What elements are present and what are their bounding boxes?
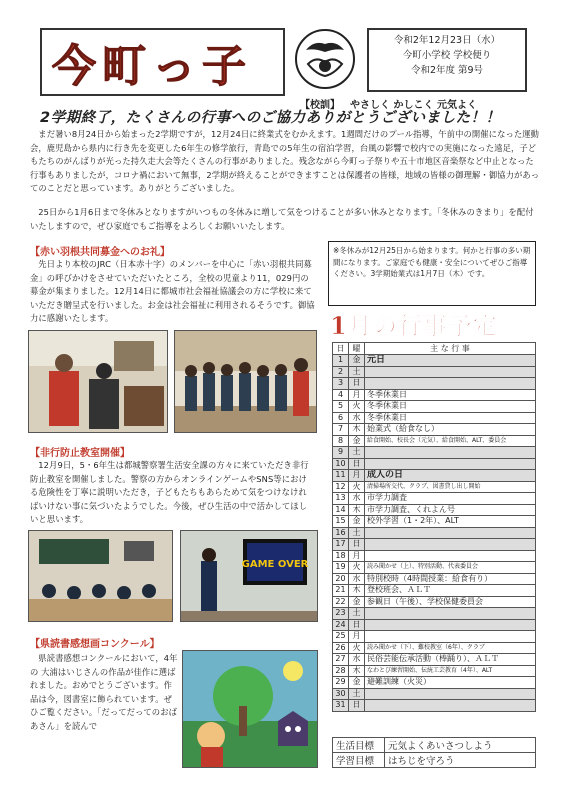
schedule-weekday: 月 — [349, 550, 365, 562]
intro-paragraph-1: まだ暑い8月24日から始まった2学期ですが，12月24日に終業式をむかえます。1週間だけのプール指導，午前中の開催になった運動会，鹿児島から県内に行き先を変更した6年生の修学旅行，青島での5年生の宿泊学習，台風の影響で校内での実施になった遠足，子どもたちのがんばりが光った持久走大会等たくさんの行事がありました。残念ながら今町っ子祭りや五十市地区音楽祭など中止となった行事もありましたが，コロナ禍において無事，2学期が終えることができますことは保護者の皆様，地域の皆様の御理解・御協力があってのことだと思っています。ありがとうございました。 — [30, 129, 540, 193]
schedule-weekday: 火 — [349, 401, 365, 413]
goal-row — [333, 753, 536, 768]
schedule-row — [333, 688, 536, 700]
newsletter-title: 今町っ子 — [52, 41, 252, 92]
schedule-day: 8 — [333, 435, 349, 447]
schedule-day: 4 — [333, 389, 349, 401]
schedule-row — [333, 654, 536, 666]
schedule-day: 17 — [333, 539, 349, 551]
schedule-row — [333, 562, 536, 574]
schedule-weekday: 水 — [349, 573, 365, 585]
schedule-event: 校外学習（1・2年）、ALT — [365, 516, 536, 528]
schedule-day: 31 — [333, 700, 349, 712]
schedule-day: 7 — [333, 424, 349, 436]
section-title-art-contest: 【県読書感想画コンクール】 — [30, 639, 160, 650]
schedule-event: 避難訓練（火災） — [365, 677, 536, 689]
schedule-day: 30 — [333, 688, 349, 700]
schedule-day: 6 — [333, 412, 349, 424]
schedule-weekday: 土 — [349, 527, 365, 539]
schedule-day: 29 — [333, 677, 349, 689]
schedule-day: 12 — [333, 481, 349, 493]
photo-classroom-lecture — [28, 530, 173, 622]
schedule-day: 13 — [333, 493, 349, 505]
schedule-weekday: 木 — [349, 424, 365, 436]
schedule-row — [333, 677, 536, 689]
schedule-row — [333, 619, 536, 631]
schedule-event: 成人の日 — [365, 470, 536, 482]
schedule-event — [365, 458, 536, 470]
schedule-day: 3 — [333, 378, 349, 390]
schedule-day: 2 — [333, 366, 349, 378]
schedule-weekday: 水 — [349, 654, 365, 666]
schedule-day: 25 — [333, 631, 349, 643]
schedule-weekday: 水 — [349, 493, 365, 505]
schedule-event: 民俗芸能伝承活動（棒踊り）、ＡＬＴ — [365, 654, 536, 666]
section-body-donation: 先日より本校のJRC（日本赤十字）のメンバーを中心に「赤い羽根共同募金」の呼びかけをさせていただいたところ，全校の児童より11，029円の募金が集まりました。12月14日に都城市社会福祉協議会の方に学校に来ていただき贈呈式を行いました。お金は社会福祉に利用されるそうです。御協力に感謝いたします。 — [30, 259, 315, 323]
schedule-weekday: 金 — [349, 677, 365, 689]
schedule-event: 清掃場所交代、クラブ、図書貸し出し開始 — [365, 481, 536, 493]
schedule-day: 14 — [333, 504, 349, 516]
schedule-row — [333, 435, 536, 447]
photo-award-painting — [182, 650, 318, 768]
schedule-day: 20 — [333, 573, 349, 585]
schedule-weekday: 土 — [349, 447, 365, 459]
january-schedule-table — [332, 342, 536, 712]
schedule-day: 27 — [333, 654, 349, 666]
schedule-day: 19 — [333, 562, 349, 574]
schedule-weekday: 土 — [349, 608, 365, 620]
photo-game-over-screen — [180, 530, 318, 622]
schedule-row — [333, 458, 536, 470]
schedule-weekday: 木 — [349, 504, 365, 516]
schedule-weekday: 金 — [349, 596, 365, 608]
goal-value: はちじを守ろう — [385, 753, 536, 768]
schedule-event: 冬季休業日 — [365, 412, 536, 424]
schedule-weekday: 金 — [349, 355, 365, 367]
schedule-row — [333, 481, 536, 493]
schedule-weekday: 月 — [349, 389, 365, 401]
schedule-weekday: 木 — [349, 665, 365, 677]
schedule-row — [333, 642, 536, 654]
schedule-row — [333, 412, 536, 424]
schedule-row — [333, 389, 536, 401]
schedule-event: 市学力調査、くれよん号 — [365, 504, 536, 516]
photo-donation-ceremony-2 — [174, 330, 317, 433]
schedule-weekday: 水 — [349, 412, 365, 424]
schedule-event: 特別校時（4時間授業：給食有り） — [365, 573, 536, 585]
schedule-row — [333, 401, 536, 413]
schedule-event — [365, 700, 536, 712]
schedule-day: 28 — [333, 665, 349, 677]
schedule-event: 市学力調査 — [365, 493, 536, 505]
schedule-event — [365, 608, 536, 620]
schedule-row — [333, 631, 536, 643]
schedule-event — [365, 366, 536, 378]
schedule-day: 15 — [333, 516, 349, 528]
game-over-text: GAME OVER — [241, 559, 309, 570]
schedule-weekday: 日 — [349, 619, 365, 631]
schedule-row — [333, 573, 536, 585]
schedule-event: なわとび練習開始、伝統工芸教育（4年）、ALT — [365, 665, 536, 677]
schedule-weekday: 月 — [349, 631, 365, 643]
intro-paragraph-2: 25日から1月6日まで冬休みとなりますがいつもの冬休みに増して気をつけることが多い休みとなります。「冬休みのきまり」を配付いたしますので，ぜひ家庭でもご指導をよろしくお願いいたします。 — [30, 207, 534, 231]
schedule-row — [333, 585, 536, 597]
schedule-row — [333, 504, 536, 516]
main-headline: 2学期終了，たくさんの行事へのご協力ありがとうございました！！ — [40, 110, 501, 126]
goal-label: 生活目標 — [333, 738, 385, 753]
schedule-row — [333, 447, 536, 459]
schedule-weekday: 日 — [349, 539, 365, 551]
issue-date: 令和2年12月23日（水） — [393, 35, 501, 46]
schedule-row — [333, 539, 536, 551]
schedule-event — [365, 688, 536, 700]
schedule-event — [365, 619, 536, 631]
motto-text: やさしく かしこく 元気よく — [350, 100, 477, 111]
section-body-art-contest: 県読書感想コンクールにおいて，4年の 大浦はいじさんの作品が佳作に選ばれました。おめでとうございます。作品は今，図書室に飾られています。ぜひご覧ください。「だってだってのおばあさん」を読んで — [30, 653, 178, 731]
schedule-event — [365, 447, 536, 459]
schedule-row — [333, 527, 536, 539]
col-header-day: 日 — [333, 343, 349, 355]
schedule-row — [333, 366, 536, 378]
schedule-day: 23 — [333, 608, 349, 620]
schedule-row — [333, 378, 536, 390]
schedule-day: 26 — [333, 642, 349, 654]
schedule-weekday: 火 — [349, 481, 365, 493]
issue-school: 今町小学校 学校便り — [402, 50, 492, 61]
col-header-weekday: 曜 — [349, 343, 365, 355]
schedule-weekday: 土 — [349, 688, 365, 700]
photo-donation-ceremony-1 — [28, 330, 168, 433]
schedule-weekday: 火 — [349, 642, 365, 654]
schedule-weekday: 金 — [349, 516, 365, 528]
issue-number: 令和2年度 第9号 — [410, 65, 484, 76]
schedule-event: 読み聞かせ（下）、難校教室（6年）、クラブ — [365, 642, 536, 654]
schedule-event — [365, 539, 536, 551]
monthly-goals-table — [332, 737, 536, 768]
schedule-day: 11 — [333, 470, 349, 482]
schedule-event: 読み聞かせ（上）、特別活動、代表委員会 — [365, 562, 536, 574]
schedule-row — [333, 596, 536, 608]
schedule-weekday: 日 — [349, 700, 365, 712]
schedule-row — [333, 665, 536, 677]
schedule-event — [365, 527, 536, 539]
schedule-row — [333, 355, 536, 367]
schedule-day: 1 — [333, 355, 349, 367]
schedule-event — [365, 631, 536, 643]
schedule-event: 登校班会、ＡＬＴ — [365, 585, 536, 597]
schedule-event: 参観日（午後）、学校保健委員会 — [365, 596, 536, 608]
goal-row — [333, 738, 536, 753]
goal-value: 元気よくあいさつしよう — [385, 738, 536, 753]
schedule-event — [365, 378, 536, 390]
schedule-event: 冬季休業日 — [365, 401, 536, 413]
schedule-row — [333, 550, 536, 562]
schedule-day: 21 — [333, 585, 349, 597]
col-header-event: 主 な 行 事 — [365, 343, 536, 355]
schedule-weekday: 月 — [349, 470, 365, 482]
section-body-delinquency: 12月9日，5・6年生は都城警察署生活安全課の方々に来ていただき非行防止教室を開催しました。警察の方からオンラインゲームやSNS等における危険性を丁寧に説明いただき，子どもたちもあらためて気をつけなければいけない事に気づいたようでした。今後，ぜひ生活の中で活かしてほしいと思います。 — [30, 460, 309, 524]
schedule-event: 給食開始、校長会（元気）、給食開始、ALT、委員会 — [365, 435, 536, 447]
schedule-day: 22 — [333, 596, 349, 608]
schedule-weekday: 日 — [349, 378, 365, 390]
schedule-event: 始業式（給食なし） — [365, 424, 536, 436]
section-title-delinquency: 【非行防止教室開催】 — [30, 448, 130, 459]
schedule-row — [333, 516, 536, 528]
motto-label: 【校訓】 — [300, 100, 340, 111]
schedule-weekday: 土 — [349, 366, 365, 378]
winter-break-note: ※冬休みが12月25日から始まります。何かと行事の多い期間になります。ご家庭でも健康・安全についてぜひご指導ください。3学期始業式は1月7日（木）です。 — [328, 241, 536, 306]
schedule-row — [333, 470, 536, 482]
issue-info-box — [367, 28, 527, 92]
schedule-day: 18 — [333, 550, 349, 562]
schedule-row — [333, 493, 536, 505]
schedule-weekday: 木 — [349, 585, 365, 597]
schedule-day: 5 — [333, 401, 349, 413]
schedule-row — [333, 608, 536, 620]
schedule-day: 9 — [333, 447, 349, 459]
schedule-day: 24 — [333, 619, 349, 631]
school-emblem-icon — [294, 28, 356, 90]
schedule-weekday: 日 — [349, 458, 365, 470]
schedule-event — [365, 550, 536, 562]
section-title-donation: 【赤い羽根共同募金へのお礼】 — [30, 247, 170, 258]
schedule-row — [333, 700, 536, 712]
schedule-event: 元日 — [365, 355, 536, 367]
schedule-day: 10 — [333, 458, 349, 470]
schedule-event: 冬季休業日 — [365, 389, 536, 401]
schedule-day: 16 — [333, 527, 349, 539]
schedule-weekday: 火 — [349, 562, 365, 574]
goal-label: 学習目標 — [333, 753, 385, 768]
schedule-weekday: 金 — [349, 435, 365, 447]
schedule-row — [333, 424, 536, 436]
calendar-title: 1月の行事予定 — [330, 311, 498, 340]
